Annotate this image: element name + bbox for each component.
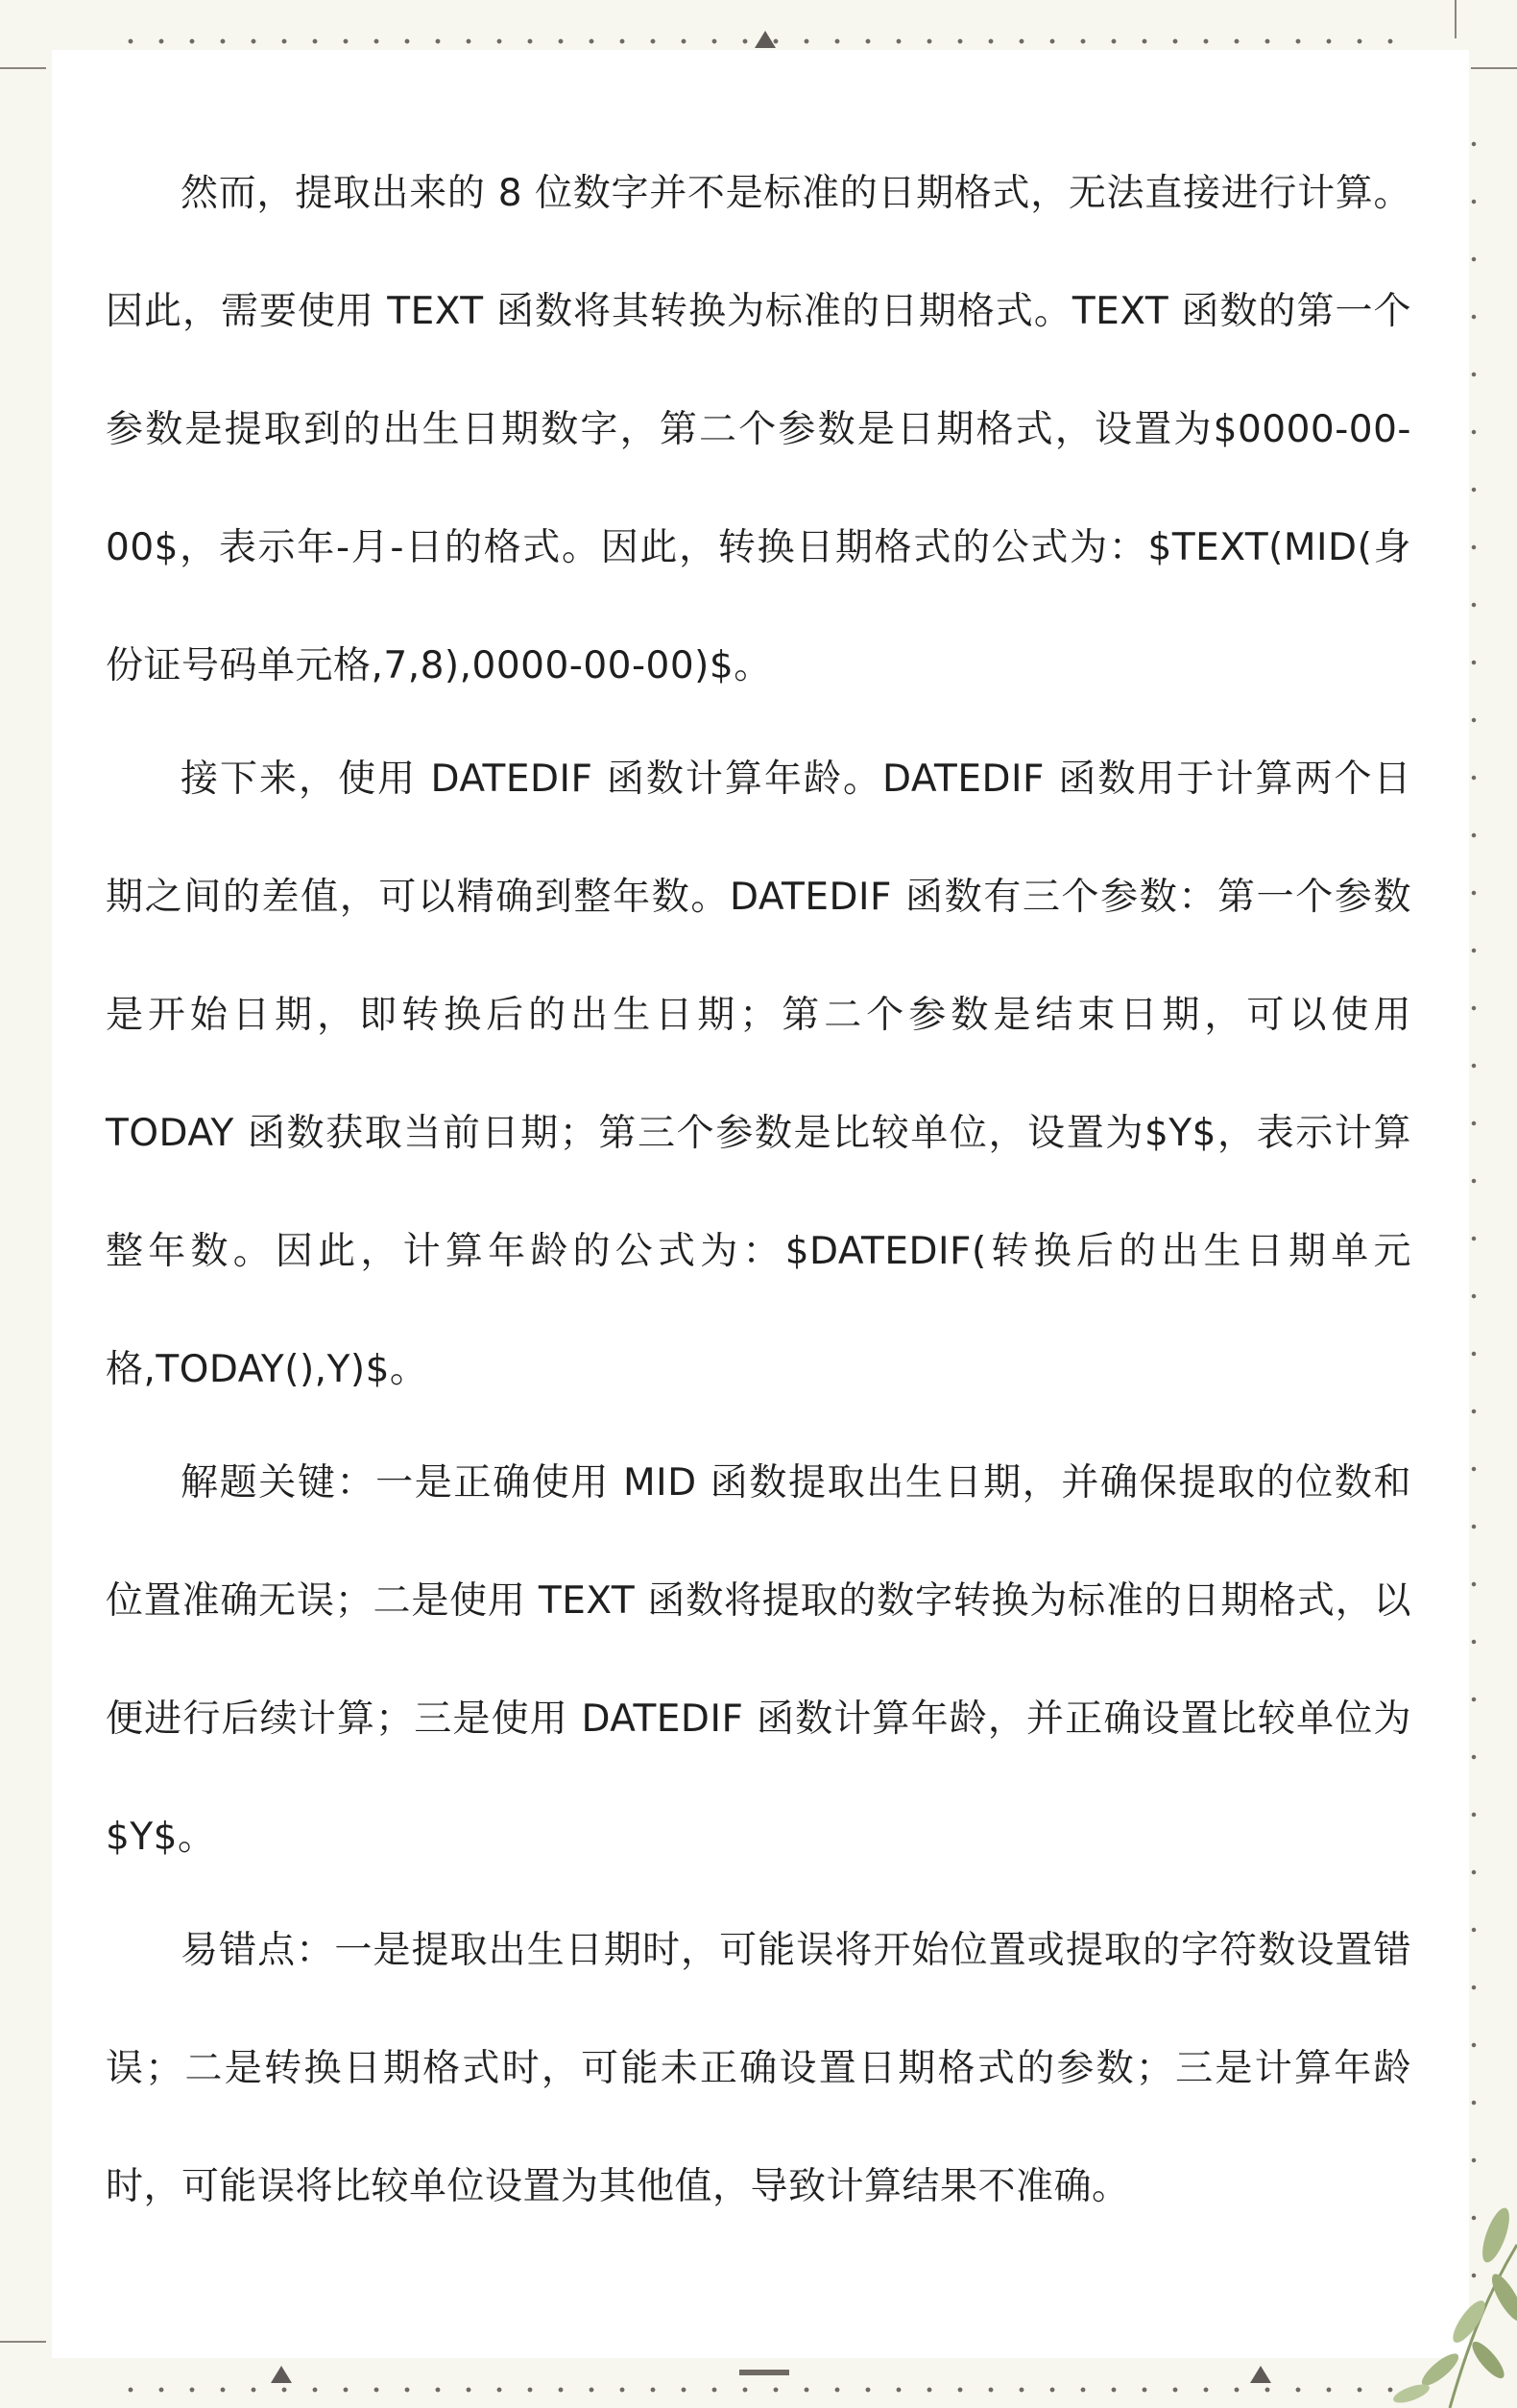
corner-line-top-right [1471, 67, 1517, 69]
bottom-dotted-border [115, 2385, 1402, 2395]
paragraph-date-format: 然而，提取出来的 8 位数字并不是标准的日期格式，无法直接进行计算。因此，需要使用 TEXT 函数将其转换为标准的日期格式。TEXT 函数的第一个参数是提取到的出生日期数字，第二个参数是日期格式，设置为$0000-00-00$，表示年-月-日的格式。因此，转换日期格式的公式为：$TEXT(MID(身份证号码单元格,7,8),0000-00-00)$。 [106, 172, 1411, 687]
corner-line-top-left [0, 67, 46, 69]
paragraph-datedif: 接下来，使用 DATEDIF 函数计算年龄。DATEDIF 函数用于计算两个日期之间的差值，可以精确到整年数。DATEDIF 函数有三个参数：第一个参数是开始日期，即转换后的出生日期；第二个参数是结束日期，可以使用 TODAY 函数获取当前日期；第三个参数是比较单位，设置为$Y$，表示计算整年数。因此，计算年龄的公式为：$DATEDIF(转换后的出生日期单元格,TODAY(),Y)$。 [106, 758, 1411, 1391]
triangle-icon [755, 31, 776, 48]
triangle-icon [271, 2366, 292, 2383]
right-dotted-border [1469, 115, 1479, 2293]
paragraph-common-mistakes: 易错点：一是提取出生日期时，可能误将开始位置或提取的字符数设置错误；二是转换日期格式时，可能未正确设置日期格式的参数；三是计算年龄时，可能误将比较单位设置为其他值，导致计算结果不准确。 [106, 1929, 1411, 2208]
leaf-sprig-icon [1373, 2206, 1517, 2408]
corner-line-bottom-left [0, 2341, 46, 2343]
triangle-icon [1250, 2366, 1271, 2383]
corner-line-top-vertical [1455, 0, 1457, 38]
bottom-center-bar [739, 2370, 789, 2375]
paragraph-key-points: 解题关键：一是正确使用 MID 函数提取出生日期，并确保提取的位数和位置准确无误；二是使用 TEXT 函数将提取的数字转换为标准的日期格式，以便进行后续计算；三是使用 DATEDIF 函数计算年龄，并正确设置比较单位为$Y$。 [106, 1461, 1411, 1859]
document-body [106, 134, 1411, 2246]
